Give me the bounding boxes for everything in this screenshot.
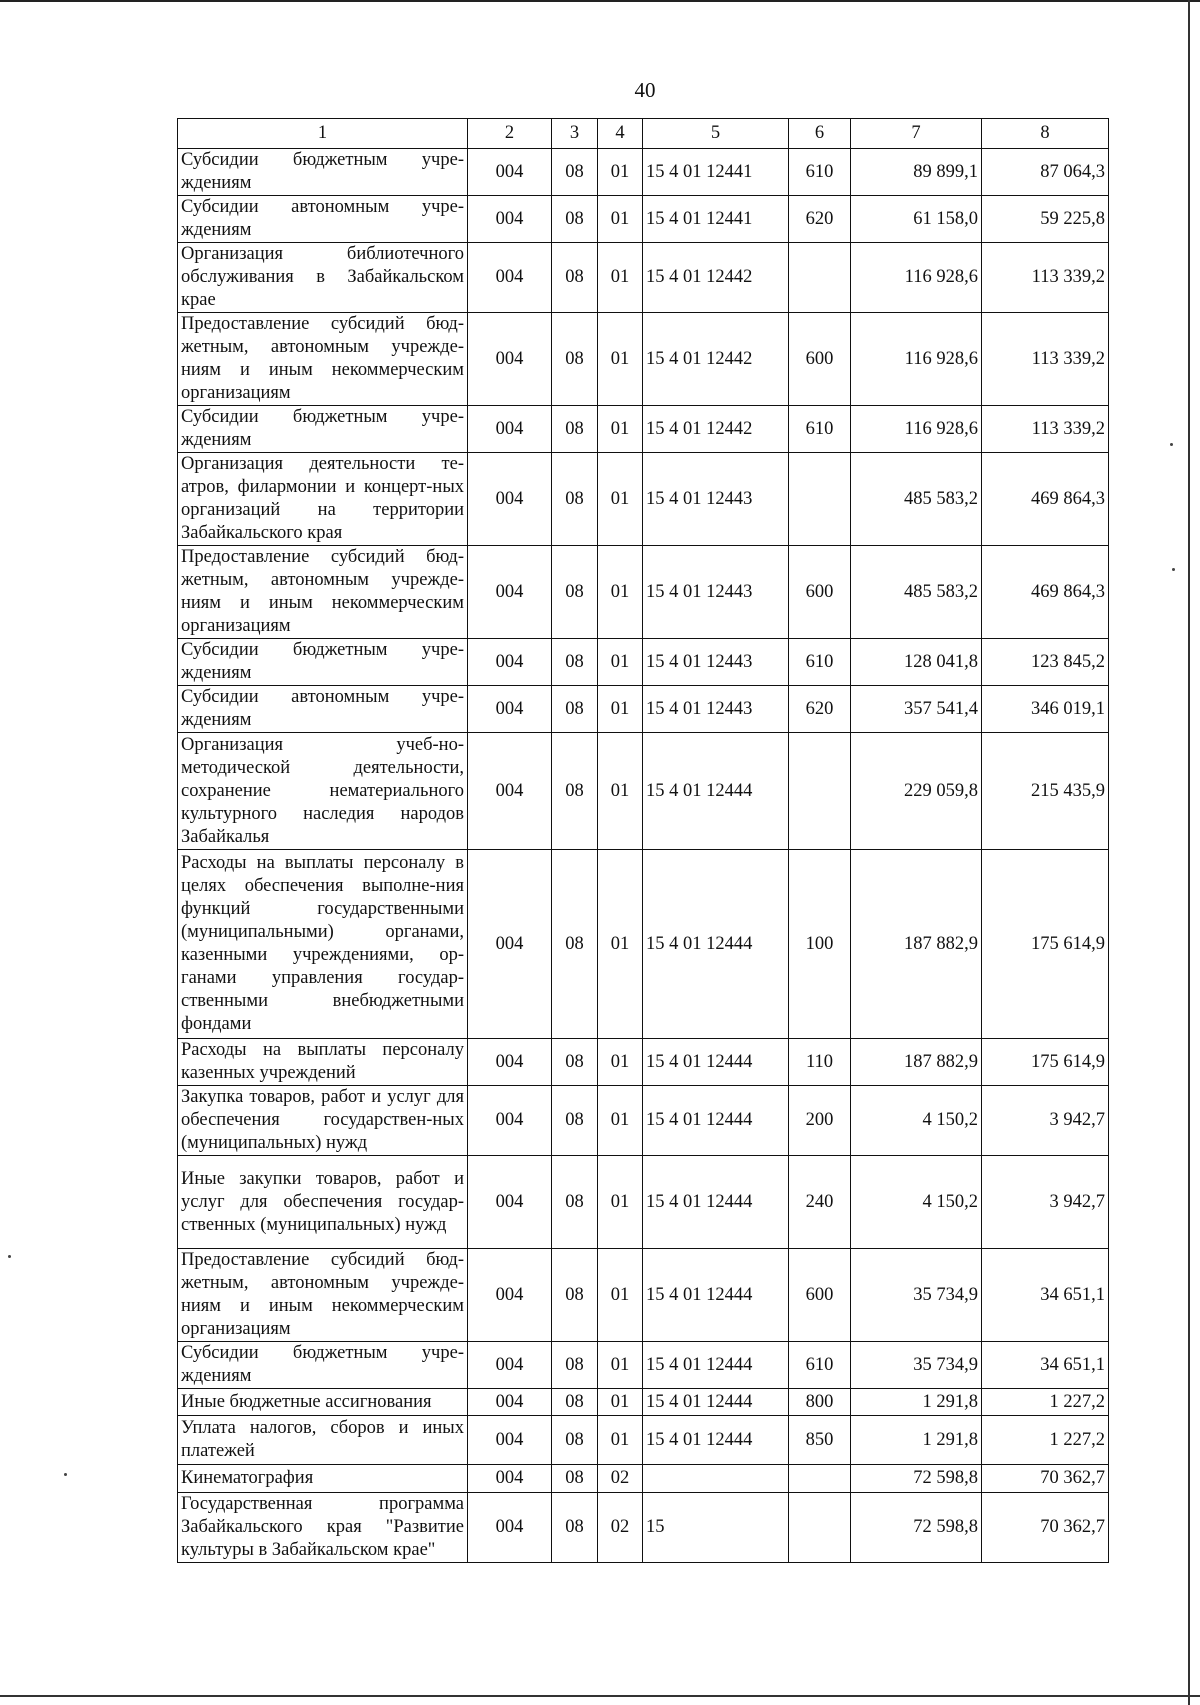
- row-subsection: 02: [598, 1493, 643, 1563]
- row-name: Кинематография: [178, 1465, 468, 1493]
- row-expense-type: 610: [789, 1342, 851, 1389]
- table-row: [178, 149, 1109, 196]
- row-ministry-code: 004: [468, 1342, 552, 1389]
- table-row: [178, 639, 1109, 686]
- row-section: 08: [552, 639, 598, 686]
- row-ministry-code: 004: [468, 850, 552, 1039]
- row-target-article: 15 4 01 12443: [643, 686, 789, 733]
- row-amount-year-2: 3 942,7: [982, 1156, 1109, 1249]
- row-subsection: 01: [598, 1342, 643, 1389]
- row-section: 08: [552, 546, 598, 639]
- row-target-article: 15 4 01 12441: [643, 149, 789, 196]
- header-col-6: 6: [789, 119, 851, 149]
- table-row: [178, 1342, 1109, 1389]
- table-row: [178, 1086, 1109, 1156]
- row-expense-type: 600: [789, 546, 851, 639]
- row-amount-year-2: 70 362,7: [982, 1493, 1109, 1563]
- row-ministry-code: 004: [468, 1249, 552, 1342]
- table-row: [178, 243, 1109, 313]
- table-row: [178, 1039, 1109, 1086]
- row-expense-type: 850: [789, 1416, 851, 1465]
- row-amount-year-1: 72 598,8: [851, 1493, 982, 1563]
- row-amount-year-1: 72 598,8: [851, 1465, 982, 1493]
- row-ministry-code: 004: [468, 686, 552, 733]
- row-subsection: 01: [598, 1416, 643, 1465]
- row-amount-year-2: 70 362,7: [982, 1465, 1109, 1493]
- table-row: [178, 546, 1109, 639]
- row-amount-year-1: 116 928,6: [851, 406, 982, 453]
- row-amount-year-2: 34 651,1: [982, 1342, 1109, 1389]
- row-target-article: 15 4 01 12444: [643, 1086, 789, 1156]
- row-section: 08: [552, 733, 598, 850]
- row-name: Субсидии автономным учре-ждениям: [178, 686, 468, 733]
- table-row: [178, 1465, 1109, 1493]
- table-row: [178, 850, 1109, 1039]
- row-section: 08: [552, 1493, 598, 1563]
- row-subsection: 01: [598, 243, 643, 313]
- row-ministry-code: 004: [468, 1086, 552, 1156]
- row-section: 08: [552, 1416, 598, 1465]
- row-amount-year-2: 87 064,3: [982, 149, 1109, 196]
- row-subsection: 01: [598, 1086, 643, 1156]
- table-row: [178, 733, 1109, 850]
- row-amount-year-2: 469 864,3: [982, 453, 1109, 546]
- row-ministry-code: 004: [468, 1039, 552, 1086]
- row-amount-year-2: 59 225,8: [982, 196, 1109, 243]
- row-amount-year-1: 187 882,9: [851, 1039, 982, 1086]
- row-target-article: 15 4 01 12441: [643, 196, 789, 243]
- row-name: Субсидии бюджетным учре-ждениям: [178, 149, 468, 196]
- scan-speck: [1170, 443, 1173, 446]
- row-target-article: 15: [643, 1493, 789, 1563]
- row-subsection: 01: [598, 196, 643, 243]
- row-name: Предоставление субсидий бюд-жетным, автономным учрежде-ниям и иным некоммерческим организациям: [178, 313, 468, 406]
- scan-edge-top: [0, 0, 1200, 2]
- row-name: Иные закупки товаров, работ и услуг для обеспечения государ-ственных (муниципальных) нужд: [178, 1156, 468, 1249]
- row-amount-year-2: 123 845,2: [982, 639, 1109, 686]
- table-row: [178, 313, 1109, 406]
- row-ministry-code: 004: [468, 546, 552, 639]
- table-row: [178, 1416, 1109, 1465]
- row-target-article: 15 4 01 12442: [643, 243, 789, 313]
- row-expense-type: [789, 453, 851, 546]
- row-name: Субсидии бюджетным учре-ждениям: [178, 639, 468, 686]
- row-amount-year-2: 113 339,2: [982, 243, 1109, 313]
- row-expense-type: 610: [789, 639, 851, 686]
- scan-edge-bottom: [0, 1695, 1200, 1697]
- header-col-2: 2: [468, 119, 552, 149]
- row-subsection: 01: [598, 639, 643, 686]
- row-expense-type: 800: [789, 1389, 851, 1416]
- header-col-8: 8: [982, 119, 1109, 149]
- row-subsection: 01: [598, 733, 643, 850]
- row-expense-type: 620: [789, 196, 851, 243]
- row-amount-year-1: 229 059,8: [851, 733, 982, 850]
- row-expense-type: 100: [789, 850, 851, 1039]
- scan-edge-right: [1188, 0, 1190, 1705]
- row-expense-type: 600: [789, 1249, 851, 1342]
- scan-speck: [8, 1255, 11, 1258]
- row-amount-year-1: 4 150,2: [851, 1156, 982, 1249]
- budget-table: [177, 118, 1109, 1563]
- row-name: Организация библиотечного обслуживания в Забайкальском крае: [178, 243, 468, 313]
- row-subsection: 02: [598, 1465, 643, 1493]
- row-target-article: 15 4 01 12444: [643, 850, 789, 1039]
- row-target-article: 15 4 01 12444: [643, 1156, 789, 1249]
- row-amount-year-2: 469 864,3: [982, 546, 1109, 639]
- table-row: [178, 1156, 1109, 1249]
- row-section: 08: [552, 453, 598, 546]
- row-amount-year-2: 34 651,1: [982, 1249, 1109, 1342]
- row-target-article: [643, 1465, 789, 1493]
- row-subsection: 01: [598, 1156, 643, 1249]
- row-ministry-code: 004: [468, 453, 552, 546]
- row-expense-type: 240: [789, 1156, 851, 1249]
- row-target-article: 15 4 01 12443: [643, 453, 789, 546]
- row-section: 08: [552, 243, 598, 313]
- row-expense-type: 610: [789, 406, 851, 453]
- row-target-article: 15 4 01 12443: [643, 639, 789, 686]
- row-section: 08: [552, 686, 598, 733]
- row-amount-year-2: 113 339,2: [982, 313, 1109, 406]
- row-name: Расходы на выплаты персоналу в целях обеспечения выполне-ния функций государственными (муниципальными) органами, казенными учреждениями, ор-ганами управления государ-ственными внебюджетными фондами: [178, 850, 468, 1039]
- row-section: 08: [552, 1086, 598, 1156]
- row-name: Предоставление субсидий бюд-жетным, автономным учрежде-ниям и иным некоммерческим организациям: [178, 546, 468, 639]
- row-expense-type: [789, 243, 851, 313]
- header-col-1: 1: [178, 119, 468, 149]
- row-section: 08: [552, 1249, 598, 1342]
- row-section: 08: [552, 149, 598, 196]
- row-target-article: 15 4 01 12444: [643, 1342, 789, 1389]
- row-subsection: 01: [598, 850, 643, 1039]
- row-amount-year-1: 128 041,8: [851, 639, 982, 686]
- row-name: Субсидии бюджетным учре-ждениям: [178, 1342, 468, 1389]
- row-ministry-code: 004: [468, 1416, 552, 1465]
- row-name: Организация учеб-но-методической деятельности, сохранение нематериального культурного наследия народов Забайкалья: [178, 733, 468, 850]
- row-name: Субсидии бюджетным учре-ждениям: [178, 406, 468, 453]
- row-amount-year-2: 113 339,2: [982, 406, 1109, 453]
- row-ministry-code: 004: [468, 1389, 552, 1416]
- row-section: 08: [552, 313, 598, 406]
- row-expense-type: 200: [789, 1086, 851, 1156]
- row-target-article: 15 4 01 12444: [643, 1416, 789, 1465]
- row-amount-year-1: 61 158,0: [851, 196, 982, 243]
- row-amount-year-2: 175 614,9: [982, 850, 1109, 1039]
- row-subsection: 01: [598, 1039, 643, 1086]
- table-row: [178, 196, 1109, 243]
- table-row: [178, 1389, 1109, 1416]
- row-section: 08: [552, 1389, 598, 1416]
- row-ministry-code: 004: [468, 196, 552, 243]
- row-ministry-code: 004: [468, 639, 552, 686]
- row-amount-year-1: 485 583,2: [851, 453, 982, 546]
- row-target-article: 15 4 01 12444: [643, 733, 789, 850]
- row-ministry-code: 004: [468, 406, 552, 453]
- row-section: 08: [552, 1156, 598, 1249]
- row-section: 08: [552, 1342, 598, 1389]
- row-amount-year-1: 187 882,9: [851, 850, 982, 1039]
- row-expense-type: [789, 1465, 851, 1493]
- row-ministry-code: 004: [468, 313, 552, 406]
- row-ministry-code: 004: [468, 1493, 552, 1563]
- header-col-5: 5: [643, 119, 789, 149]
- row-expense-type: 110: [789, 1039, 851, 1086]
- row-amount-year-1: 1 291,8: [851, 1389, 982, 1416]
- row-target-article: 15 4 01 12442: [643, 406, 789, 453]
- row-ministry-code: 004: [468, 149, 552, 196]
- row-amount-year-1: 4 150,2: [851, 1086, 982, 1156]
- row-subsection: 01: [598, 686, 643, 733]
- row-subsection: 01: [598, 453, 643, 546]
- table-row: [178, 453, 1109, 546]
- row-amount-year-1: 35 734,9: [851, 1249, 982, 1342]
- row-amount-year-1: 35 734,9: [851, 1342, 982, 1389]
- row-amount-year-2: 3 942,7: [982, 1086, 1109, 1156]
- row-target-article: 15 4 01 12444: [643, 1039, 789, 1086]
- row-subsection: 01: [598, 313, 643, 406]
- table-row: [178, 1493, 1109, 1563]
- row-target-article: 15 4 01 12442: [643, 313, 789, 406]
- row-amount-year-2: 1 227,2: [982, 1389, 1109, 1416]
- row-amount-year-1: 485 583,2: [851, 546, 982, 639]
- row-amount-year-2: 1 227,2: [982, 1416, 1109, 1465]
- row-amount-year-2: 346 019,1: [982, 686, 1109, 733]
- row-section: 08: [552, 850, 598, 1039]
- row-section: 08: [552, 406, 598, 453]
- row-amount-year-2: 215 435,9: [982, 733, 1109, 850]
- row-target-article: 15 4 01 12444: [643, 1389, 789, 1416]
- row-name: Иные бюджетные ассигнования: [178, 1389, 468, 1416]
- row-expense-type: [789, 733, 851, 850]
- row-name: Организация деятельности те-атров, филармонии и концерт-ных организаций на территории Забайкальского края: [178, 453, 468, 546]
- row-amount-year-1: 116 928,6: [851, 243, 982, 313]
- page-number: 40: [634, 78, 656, 102]
- row-name: Государственная программа Забайкальского края "Развитие культуры в Забайкальском крае": [178, 1493, 468, 1563]
- row-subsection: 01: [598, 406, 643, 453]
- row-amount-year-1: 116 928,6: [851, 313, 982, 406]
- row-ministry-code: 004: [468, 243, 552, 313]
- row-ministry-code: 004: [468, 733, 552, 850]
- row-ministry-code: 004: [468, 1465, 552, 1493]
- row-name: Расходы на выплаты персоналу казенных учреждений: [178, 1039, 468, 1086]
- scan-speck: [1172, 568, 1175, 571]
- row-expense-type: 600: [789, 313, 851, 406]
- row-expense-type: [789, 1493, 851, 1563]
- row-amount-year-2: 175 614,9: [982, 1039, 1109, 1086]
- row-target-article: 15 4 01 12443: [643, 546, 789, 639]
- row-name: Уплата налогов, сборов и иных платежей: [178, 1416, 468, 1465]
- table-row: [178, 686, 1109, 733]
- row-name: Предоставление субсидий бюд-жетным, автономным учрежде-ниям и иным некоммерческим организациям: [178, 1249, 468, 1342]
- header-row: [178, 119, 1109, 149]
- row-section: 08: [552, 1465, 598, 1493]
- row-expense-type: 620: [789, 686, 851, 733]
- row-target-article: 15 4 01 12444: [643, 1249, 789, 1342]
- row-subsection: 01: [598, 1389, 643, 1416]
- header-col-3: 3: [552, 119, 598, 149]
- row-section: 08: [552, 1039, 598, 1086]
- table-row: [178, 1249, 1109, 1342]
- header-col-4: 4: [598, 119, 643, 149]
- header-col-7: 7: [851, 119, 982, 149]
- row-name: Закупка товаров, работ и услуг для обеспечения государствен-ных (муниципальных) нужд: [178, 1086, 468, 1156]
- row-amount-year-1: 89 899,1: [851, 149, 982, 196]
- row-subsection: 01: [598, 1249, 643, 1342]
- row-subsection: 01: [598, 546, 643, 639]
- row-expense-type: 610: [789, 149, 851, 196]
- table-row: [178, 406, 1109, 453]
- row-subsection: 01: [598, 149, 643, 196]
- row-name: Субсидии автономным учре-ждениям: [178, 196, 468, 243]
- row-amount-year-1: 357 541,4: [851, 686, 982, 733]
- scan-speck: [64, 1473, 67, 1476]
- row-section: 08: [552, 196, 598, 243]
- row-ministry-code: 004: [468, 1156, 552, 1249]
- row-amount-year-1: 1 291,8: [851, 1416, 982, 1465]
